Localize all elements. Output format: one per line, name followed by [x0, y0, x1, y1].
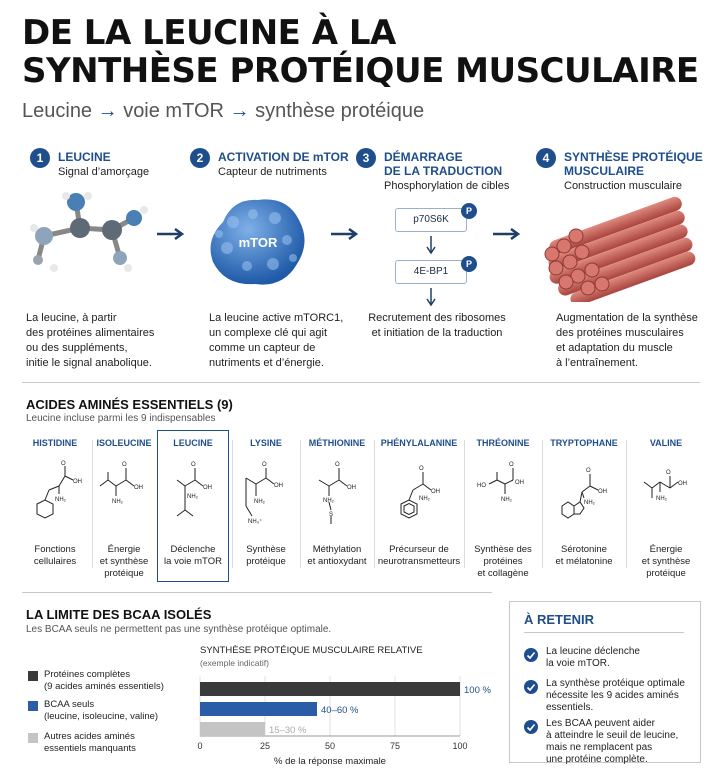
x-tick-label: 75 [389, 741, 401, 751]
svg-text:NH₂: NH₂ [656, 496, 667, 502]
svg-text:OH: OH [598, 489, 607, 495]
methionine-structure-icon [307, 456, 367, 536]
bar [200, 682, 460, 696]
divider [374, 440, 375, 568]
amino-section-subtitle: Leucine incluse parmi les 9 indispensables [26, 413, 216, 424]
mtor-complex-icon [203, 192, 313, 292]
amino-function: Déclenche la voie mTOR [164, 544, 222, 567]
divider [542, 440, 543, 568]
legend-swatch-missing [28, 733, 38, 743]
takeaway-item: La leucine déclenche la voie mTOR. [546, 646, 640, 669]
step-title: ACTIVATION DE mTOR [218, 150, 349, 164]
bcaa-section-title: LA LIMITE DES BCAA ISOLÉS [26, 607, 212, 622]
title-line-2: SYNTHÈSE PROTÉIQUE MUSCULAIRE [22, 51, 699, 91]
svg-text:NH₂: NH₂ [55, 497, 66, 503]
amino-name: VALINE [649, 438, 683, 448]
svg-text:OH: OH [347, 485, 356, 491]
arrow-icon: → [229, 100, 250, 122]
x-tick-label: 50 [324, 741, 336, 751]
amino-acid-histidine [22, 430, 88, 580]
step-desc-synthese: Augmentation de la synthèse des protéines musculaires et adaptation du muscle à l’entraînement. [556, 312, 698, 369]
step-number: 4 [536, 148, 556, 168]
chart-title: SYNTHÈSE PROTÉIQUE MUSCULAIRE RELATIVE [200, 645, 423, 656]
data-label: 40–60 % [321, 705, 359, 716]
legend-label-missing: Autres acides aminés essentiels manquants [44, 731, 136, 754]
step-subtitle: Phosphorylation de cibles [384, 180, 510, 192]
title-line-1: DE LA LEUCINE À LA [22, 13, 396, 53]
valine-structure-icon [636, 456, 696, 536]
subtitle-mtor: voie mTOR [123, 100, 224, 122]
svg-text:O: O [191, 462, 196, 468]
divider [22, 592, 492, 593]
svg-text:OH: OH [678, 481, 687, 487]
amino-name: LEUCINE [173, 438, 213, 448]
mtor-label: mTOR [238, 235, 278, 250]
svg-text:NH₂: NH₂ [323, 498, 334, 504]
bcaa-section-subtitle: Les BCAA seuls ne permettent pas une synthèse protéique optimale. [26, 624, 332, 635]
bcaa-bar-chart [190, 672, 500, 768]
amino-name: ISOLEUCINE [96, 438, 152, 448]
arrow-icon: → [97, 100, 118, 122]
key-takeaways-box [509, 601, 701, 763]
svg-text:NH₂: NH₂ [254, 499, 265, 505]
divider [300, 440, 301, 568]
svg-text:OH: OH [431, 489, 440, 495]
amino-name: LYSINE [250, 438, 282, 448]
phosphate-badge: P [461, 203, 477, 219]
amino-acid-phenylalanine [376, 430, 462, 580]
subtitle [22, 100, 424, 123]
svg-text:O: O [419, 466, 424, 472]
svg-text:O: O [509, 462, 514, 468]
svg-text:O: O [262, 462, 267, 468]
amino-function: Méthylation et antioxydant [307, 544, 367, 567]
x-tick-label: 100 [452, 741, 468, 751]
svg-text:OH: OH [203, 485, 212, 491]
amino-name: MÉTHIONINE [308, 438, 366, 448]
svg-text:NH₂: NH₂ [584, 500, 595, 506]
svg-text:O: O [335, 462, 340, 468]
amino-function: Synthèse protéique [246, 544, 286, 567]
muscle-fibers-icon [536, 196, 706, 302]
subtitle-synthese: synthèse protéique [255, 100, 425, 122]
svg-text:O: O [122, 462, 127, 468]
divider [22, 382, 700, 383]
histidine-structure-icon [25, 456, 85, 536]
amino-name: HISTIDINE [32, 438, 78, 448]
flow-arrow-icon [157, 228, 187, 240]
legend-swatch-complete [28, 671, 38, 681]
amino-acid-threonine [466, 430, 540, 580]
data-label: 15–30 % [269, 725, 307, 736]
chart-subtitle: (exemple indicatif) [200, 658, 269, 668]
flow-arrow-icon [331, 228, 361, 240]
step-number: 3 [356, 148, 376, 168]
amino-name: TRYPTOPHANE [550, 438, 618, 448]
svg-text:O: O [61, 461, 66, 467]
down-arrow-icon [425, 288, 437, 308]
svg-text:S: S [329, 512, 334, 518]
svg-text:O: O [586, 468, 591, 474]
amino-acid-leucine [158, 430, 228, 580]
p70s6k-box: p70S6K [395, 208, 467, 232]
x-tick-label: 25 [259, 741, 271, 751]
step-desc-mtor: La leucine active mTORC1, un complexe clé qui agit comme un capteur de nutriments et d’énergie. [209, 312, 344, 369]
step-title: LEUCINE [58, 150, 111, 164]
takeaway-item: La synthèse protéique optimale nécessite les 9 acides aminés essentiels. [546, 678, 685, 713]
amino-name: THRÉONINE [476, 438, 530, 448]
amino-function: Énergie et synthèse protéique [641, 544, 691, 579]
4ebp1-box: 4E-BP1 [395, 260, 467, 284]
x-tick-label: 0 [197, 741, 203, 751]
bar [200, 702, 317, 716]
svg-text:NH₂: NH₂ [187, 494, 198, 500]
svg-text:O: O [666, 470, 671, 476]
step-desc-leucine: La leucine, à partir des protéines alimentaires ou des suppléments, initie le signal anabolique. [26, 312, 155, 369]
svg-text:OH: OH [73, 479, 82, 485]
takeaways-title: À RETENIR [524, 612, 595, 627]
svg-text:OH: OH [274, 483, 283, 489]
phenylalanine-structure-icon [389, 456, 449, 536]
divider [626, 440, 627, 568]
step-title: DÉMARRAGE DE LA TRADUCTION [384, 150, 503, 178]
legend-label-complete: Protéines complètes (9 acides aminés essentiels) [44, 669, 164, 692]
amino-acid-lysine [234, 430, 298, 580]
svg-text:OH: OH [134, 485, 143, 491]
amino-section-title: ACIDES AMINÉS ESSENTIELS (9) [26, 397, 233, 412]
step-number: 1 [30, 148, 50, 168]
flow-arrow-icon [493, 228, 523, 240]
legend-swatch-bcaa [28, 701, 38, 711]
down-arrow-icon [425, 236, 437, 256]
isoleucine-structure-icon [94, 456, 154, 536]
svg-text:OH: OH [515, 480, 524, 486]
svg-text:NH₂: NH₂ [419, 496, 430, 502]
check-icon [524, 648, 538, 662]
threonine-structure-icon [473, 456, 533, 536]
takeaway-item: Les BCAA peuvent aider à atteindre le seuil de leucine, mais ne remplacent pas une protéine complète. [546, 718, 679, 765]
step-number: 2 [190, 148, 210, 168]
step-desc-traduction: Recrutement des ribosomes et initiation de la traduction [368, 312, 506, 339]
divider [464, 440, 465, 568]
amino-acid-isoleucine [92, 430, 156, 580]
x-axis-label: % de la réponse maximale [274, 756, 386, 767]
divider [524, 632, 684, 633]
divider [232, 440, 233, 568]
step-subtitle: Capteur de nutriments [218, 166, 327, 178]
data-label: 100 % [464, 685, 491, 696]
svg-text:NH₃⁺: NH₃⁺ [248, 519, 263, 525]
amino-function: Précurseur de neurotransmetteurs [377, 544, 461, 567]
amino-name: PHÉNYLALANINE [380, 438, 458, 448]
check-icon [524, 680, 538, 694]
svg-text:NH₂: NH₂ [501, 497, 512, 503]
phosphate-badge: P [461, 256, 477, 272]
amino-function: Fonctions cellulaires [33, 544, 77, 567]
amino-function: Synthèse des protéines et collagène [474, 544, 532, 579]
main-title [22, 14, 702, 90]
leucine-structure-icon [163, 456, 223, 536]
tryptophane-structure-icon [554, 456, 614, 536]
check-icon [524, 720, 538, 734]
lysine-structure-icon [236, 456, 296, 536]
step-subtitle: Signal d’amorçage [58, 166, 150, 178]
svg-text:NH₂: NH₂ [112, 499, 123, 505]
amino-acid-tryptophane [544, 430, 624, 580]
step-subtitle: Construction musculaire [564, 180, 682, 192]
subtitle-leucine: Leucine [22, 100, 93, 122]
amino-acid-methionine [302, 430, 372, 580]
svg-text:HO: HO [477, 483, 486, 489]
amino-function: Sérotonine et mélatonine [555, 544, 613, 567]
step-title: SYNTHÈSE PROTÉIQUE MUSCULAIRE [564, 150, 703, 178]
bar [200, 722, 265, 736]
amino-function: Énergie et synthèse protéique [99, 544, 149, 579]
amino-acid-valine [628, 430, 704, 580]
legend-label-bcaa: BCAA seuls (leucine, isoleucine, valine) [44, 699, 159, 722]
leucine-molecule-icon [28, 188, 158, 283]
